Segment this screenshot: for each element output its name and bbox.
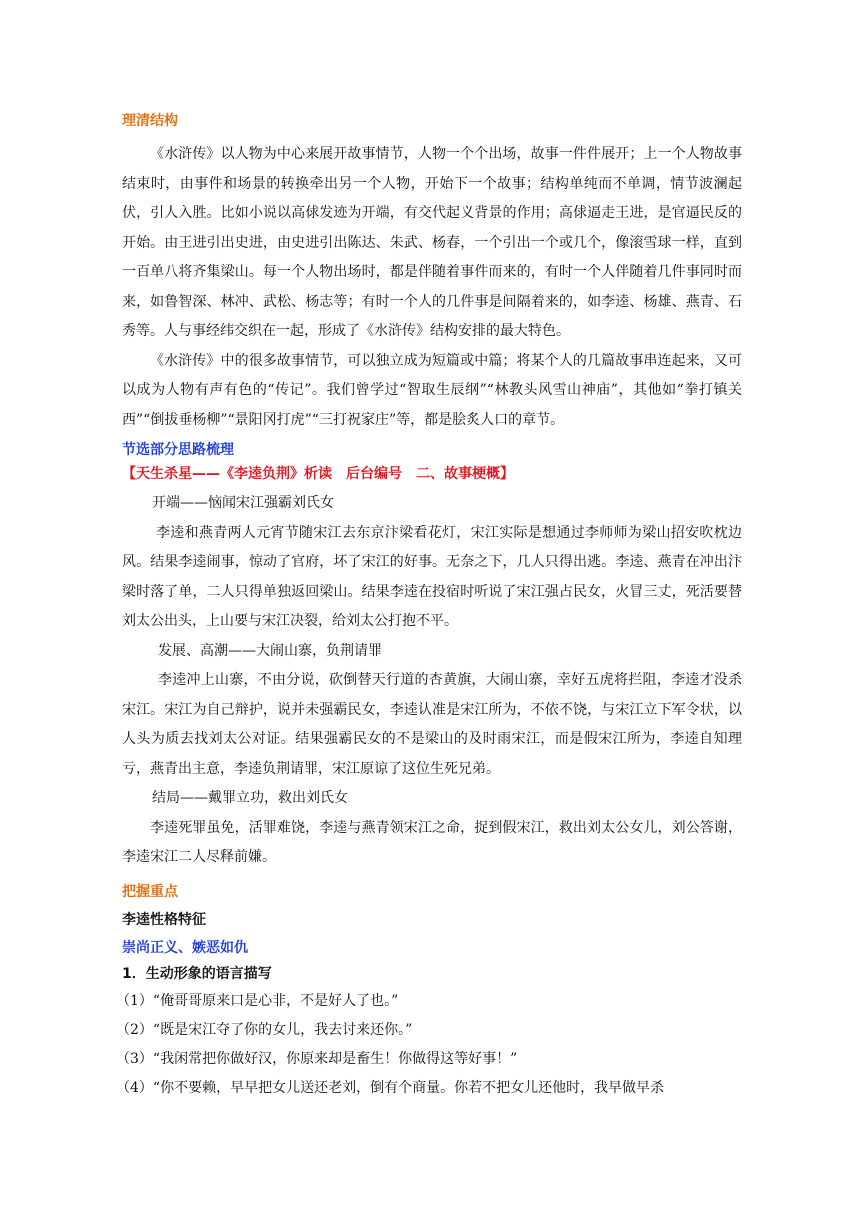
stage-title-beginning: 开端——恼闻宋江强霸刘氏女 [152, 495, 334, 511]
stage-title-climax: 发展、高潮——大闹山寨，负荆请罪 [158, 642, 382, 659]
quote-item: （2）“既是宋江夺了你的女儿，我去讨来还你。” [116, 1021, 413, 1038]
stage-title-ending: 结局——戴罪立功，救出刘氏女 [152, 790, 348, 806]
quote-item: （4）“你不要赖，早早把女儿送还老刘，倒有个商量。你若不把女儿还他时，我早做早杀 [116, 1079, 665, 1096]
structure-paragraph-1: 《水浒传》以人物为中心来展开故事情节，人物一个个出场，故事一件件展开；上一个人物故事结束时，由事件和场景的转换牵出另一个人物，开始下一个故事；结构单纯而不单调，情节波澜起伏，引人入胜。比如小说以高俅发迹为开端，有交代起义背景的作用；高俅逼走王进，是官逼民反的开始。由王进引出史进，由史进引出陈达、朱武、杨春，一个引出一个或几个，像滚雪球一样，直到一百单八将齐集梁山。每一个人物出场时，都是伴随着事件而来的，有时一个人伴随着几件事同时而来，如鲁智深、林冲、武松、杨志等；有时一个人的几件事是间隔着来的，如李逵、杨雄、燕青、石秀等。人与事经纬交织在一起，形成了《水浒传》结构安排的最大特色。 [122, 146, 742, 339]
quote-item: （3）“我闲常把你做好汉，你原来却是畜生！你做得这等好事！” [116, 1050, 518, 1067]
section-heading-key-points: 把握重点 [122, 883, 178, 900]
trait-heading-justice: 崇尚正义、嫉恶如仇 [122, 939, 248, 956]
point-language-description: 1．生动形象的语言描写 [122, 965, 272, 982]
section-heading-outline: 节选部分思路梳理 [122, 442, 234, 458]
stage-text-climax: 李逵冲上山寨，不由分说，砍倒替天行道的杏黄旗，大闹山寨，幸好五虎将拦阻，李逵才没杀宋江。宋江为自己辩护，说并未强霸民女，李逵认准是宋江所为，不依不饶，与宋江立下军令状，以人头为质去找刘太公对证。结果强霸民女的不是梁山的及时雨宋江，而是假宋江所为，李逵自知理亏，燕青出主意，李逵负荆请罪，宋江原谅了这位生死兄弟。 [122, 672, 742, 777]
document-content [116, 110, 742, 1103]
stage-text-ending: 李逵死罪虽免，活罪难饶，李逵与燕青领宋江之命，捉到假宋江，救出刘太公女儿，刘公答谢，李逵宋江二人尽释前嫌。 [122, 819, 742, 865]
character-traits-heading: 李逵性格特征 [122, 911, 206, 928]
quote-item: （1）“俺哥哥原来口是心非，不是好人了也。” [116, 992, 399, 1009]
story-summary-title: 【天生杀星——《李逵负荆》析读 后台编号 二、故事梗概】 [122, 466, 514, 482]
structure-paragraph-2: 《水浒传》中的很多故事情节，可以独立成为短篇或中篇；将某个人的几篇故事串连起来，又可以成为人物有声有色的“传记”。我们曾学过“智取生辰纲”“林教头风雪山神庙”，其他如“拳打镇关西”“倒拔垂杨柳”“景阳冈打虎”“三打祝家庄”等，都是脍炙人口的章节。 [122, 352, 742, 428]
stage-text-beginning: 李逵和燕青两人元宵节随宋江去东京汴梁看花灯，宋江实际是想通过李师师为梁山招安吹枕边风。结果李逵闹事，惊动了官府，坏了宋江的好事。无奈之下，几人只得出逃。李逵、燕青在冲出汴梁时落了单，二人只得单独返回梁山。结果李逵在投宿时听说了宋江强占民女，火冒三丈，死活要替刘太公出头，上山要与宋江决裂，给刘太公打抱不平。 [122, 524, 742, 629]
section-heading-structure: 理清结构 [122, 113, 178, 129]
